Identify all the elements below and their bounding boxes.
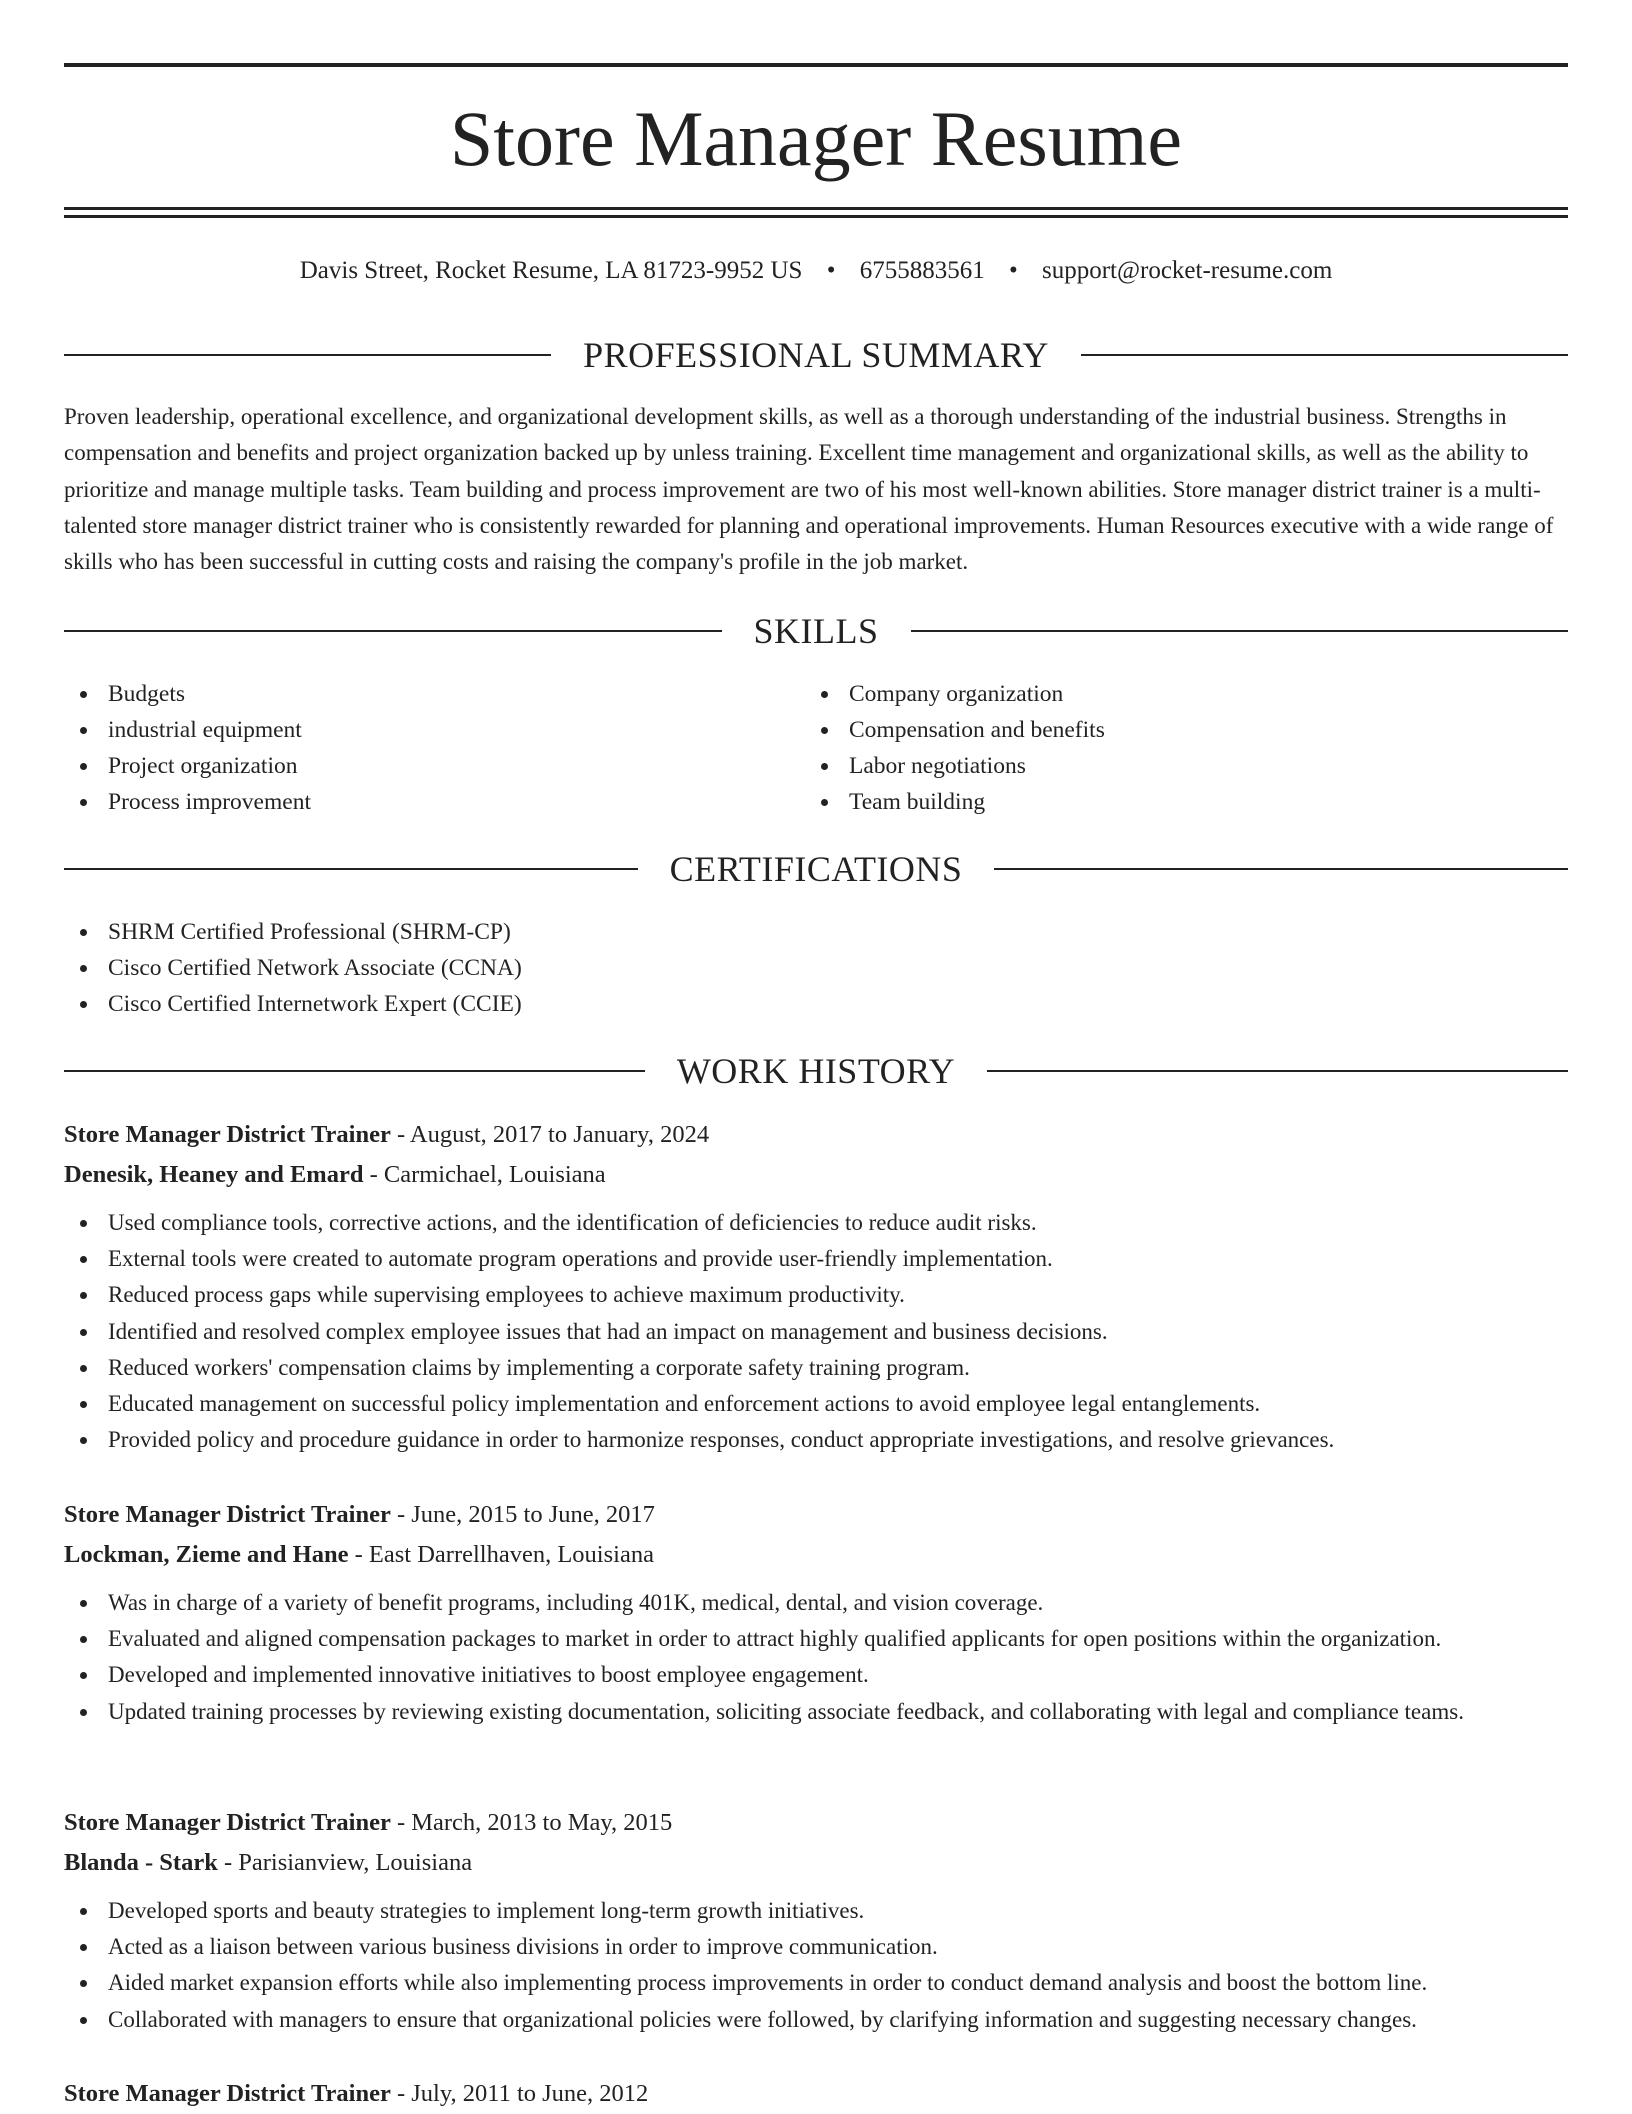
job-bullet: Identified and resolved complex employee issues that had an impact on management and business decisions. bbox=[64, 1314, 1568, 1350]
job-bullets bbox=[64, 1205, 1568, 1458]
job-dates: - August, 2017 to January, 2024 bbox=[390, 1121, 710, 1148]
job-bullets bbox=[64, 1585, 1568, 1730]
section-header-work-history bbox=[64, 1049, 1568, 1093]
certification-item: Cisco Certified Network Associate (CCNA) bbox=[64, 950, 1568, 986]
job-title-line bbox=[64, 1803, 1568, 1843]
skill-item: Team building bbox=[805, 784, 1505, 820]
job-company-line bbox=[64, 1155, 1568, 1195]
skills-list-right bbox=[805, 676, 1505, 820]
certification-item: Cisco Certified Internetwork Expert (CCIE) bbox=[64, 986, 1568, 1022]
skills-list-left bbox=[64, 676, 764, 820]
job-company: Lockman, Zieme and Hane bbox=[64, 1541, 349, 1568]
job-location: - Carmichael, Louisiana bbox=[363, 1161, 606, 1188]
contact-separator: • bbox=[826, 257, 836, 284]
job-dates: - June, 2015 to June, 2017 bbox=[390, 1501, 655, 1528]
job-location: - Parisianview, Louisiana bbox=[217, 1849, 473, 1876]
job-bullet: Developed and implemented innovative initiatives to boost employee engagement. bbox=[64, 1657, 1568, 1693]
section-divider-right bbox=[994, 868, 1568, 870]
skill-item: Project organization bbox=[64, 748, 764, 784]
certifications-list bbox=[64, 914, 1568, 1022]
skill-item: industrial equipment bbox=[64, 712, 764, 748]
header-top-rule bbox=[64, 63, 1568, 67]
job-bullet: Updated training processes by reviewing existing documentation, soliciting associate feedback, and collaborating with legal and compliance teams. bbox=[64, 1694, 1568, 1730]
page-title: Store Manager Resume bbox=[449, 95, 1183, 182]
skill-item: Process improvement bbox=[64, 784, 764, 820]
skill-item: Company organization bbox=[805, 676, 1505, 712]
header-double-rule-lower bbox=[64, 215, 1568, 218]
job-dates: - March, 2013 to May, 2015 bbox=[390, 1809, 673, 1836]
section-title-summary: PROFESSIONAL SUMMARY bbox=[583, 335, 1049, 375]
job-title: Store Manager District Trainer bbox=[64, 1809, 391, 1836]
header-double-rule-upper bbox=[64, 207, 1568, 210]
section-divider-left bbox=[64, 354, 551, 356]
contact-line bbox=[64, 254, 1568, 288]
contact-address: Davis Street, Rocket Resume, LA 81723-9952 US bbox=[299, 257, 803, 284]
job-bullet: Educated management on successful policy implementation and enforcement actions to avoid employee legal entanglements. bbox=[64, 1386, 1568, 1422]
job-entry bbox=[64, 1115, 1568, 1458]
contact-email: support@rocket-resume.com bbox=[1041, 257, 1333, 284]
job-entry bbox=[64, 1803, 1568, 2038]
job-title-line bbox=[64, 1115, 1568, 1155]
section-divider-right bbox=[911, 630, 1569, 632]
job-company: Denesik, Heaney and Emard bbox=[64, 1161, 364, 1188]
job-bullet: Developed sports and beauty strategies to implement long-term growth initiatives. bbox=[64, 1893, 1568, 1929]
job-bullet: Acted as a liaison between various business divisions in order to improve communication. bbox=[64, 1929, 1568, 1965]
job-location: - East Darrellhaven, Louisiana bbox=[348, 1541, 654, 1568]
section-header-certifications bbox=[64, 847, 1568, 891]
section-divider-right bbox=[1081, 354, 1568, 356]
skill-item: Compensation and benefits bbox=[805, 712, 1505, 748]
job-title: Store Manager District Trainer bbox=[64, 1501, 391, 1528]
job-company-line bbox=[64, 1535, 1568, 1575]
job-bullet: Reduced workers' compensation claims by implementing a corporate safety training program. bbox=[64, 1350, 1568, 1386]
job-bullet: Collaborated with managers to ensure that organizational policies were followed, by clarifying information and suggesting necessary changes. bbox=[64, 2002, 1568, 2038]
section-divider-left bbox=[64, 868, 638, 870]
job-title-line bbox=[64, 1495, 1568, 1535]
certification-item: SHRM Certified Professional (SHRM-CP) bbox=[64, 914, 1568, 950]
job-bullet: Was in charge of a variety of benefit programs, including 401K, medical, dental, and vision coverage. bbox=[64, 1585, 1568, 1621]
job-bullet: Evaluated and aligned compensation packages to market in order to attract highly qualified applicants for open positions within the organization. bbox=[64, 1621, 1568, 1657]
section-divider-left bbox=[64, 630, 722, 632]
section-title-skills: SKILLS bbox=[753, 611, 879, 651]
job-entry bbox=[64, 2074, 1568, 2114]
section-divider-left bbox=[64, 1070, 645, 1072]
section-divider-right bbox=[987, 1070, 1568, 1072]
section-header-skills bbox=[64, 609, 1568, 653]
job-entry bbox=[64, 1495, 1568, 1730]
skill-item: Labor negotiations bbox=[805, 748, 1505, 784]
job-title-line bbox=[64, 2074, 1568, 2114]
job-title: Store Manager District Trainer bbox=[64, 2080, 391, 2107]
contact-separator: • bbox=[1008, 257, 1018, 284]
job-bullet: Provided policy and procedure guidance in order to harmonize responses, conduct appropriate investigations, and resolve grievances. bbox=[64, 1422, 1568, 1458]
contact-phone: 6755883561 bbox=[859, 257, 985, 284]
skill-item: Budgets bbox=[64, 676, 764, 712]
job-bullets bbox=[64, 1893, 1568, 2038]
section-title-work-history: WORK HISTORY bbox=[676, 1051, 956, 1091]
job-bullet: Aided market expansion efforts while also implementing process improvements in order to conduct demand analysis and boost the bottom line. bbox=[64, 1965, 1568, 2001]
section-title-certifications: CERTIFICATIONS bbox=[669, 849, 963, 889]
job-company-line bbox=[64, 1843, 1568, 1883]
job-dates: - July, 2011 to June, 2012 bbox=[390, 2080, 649, 2107]
job-bullet: Used compliance tools, corrective actions, and the identification of deficiencies to reduce audit risks. bbox=[64, 1205, 1568, 1241]
job-bullet: External tools were created to automate program operations and provide user-friendly implementation. bbox=[64, 1241, 1568, 1277]
summary-paragraph: Proven leadership, operational excellence, and organizational development skills, as well as a thorough understanding of the industrial business. Strengths in compensation and benefits and project organization backed up by unless training. Excellent time management and organizational skills, as well as the ability to prioritize and manage multiple tasks. Team building and process improvement are two of his most well-known abilities. Store manager district trainer is a multi-talented store manager district trainer who is consistently rewarded for planning and operational improvements. Human Resources executive with a wide range of skills who has been successful in cutting costs and raising the company's profile in the job market. bbox=[64, 404, 1554, 575]
section-header-summary bbox=[64, 333, 1568, 377]
job-title: Store Manager District Trainer bbox=[64, 1121, 391, 1148]
job-bullet: Reduced process gaps while supervising employees to achieve maximum productivity. bbox=[64, 1277, 1568, 1313]
job-company: Blanda - Stark bbox=[64, 1849, 218, 1876]
